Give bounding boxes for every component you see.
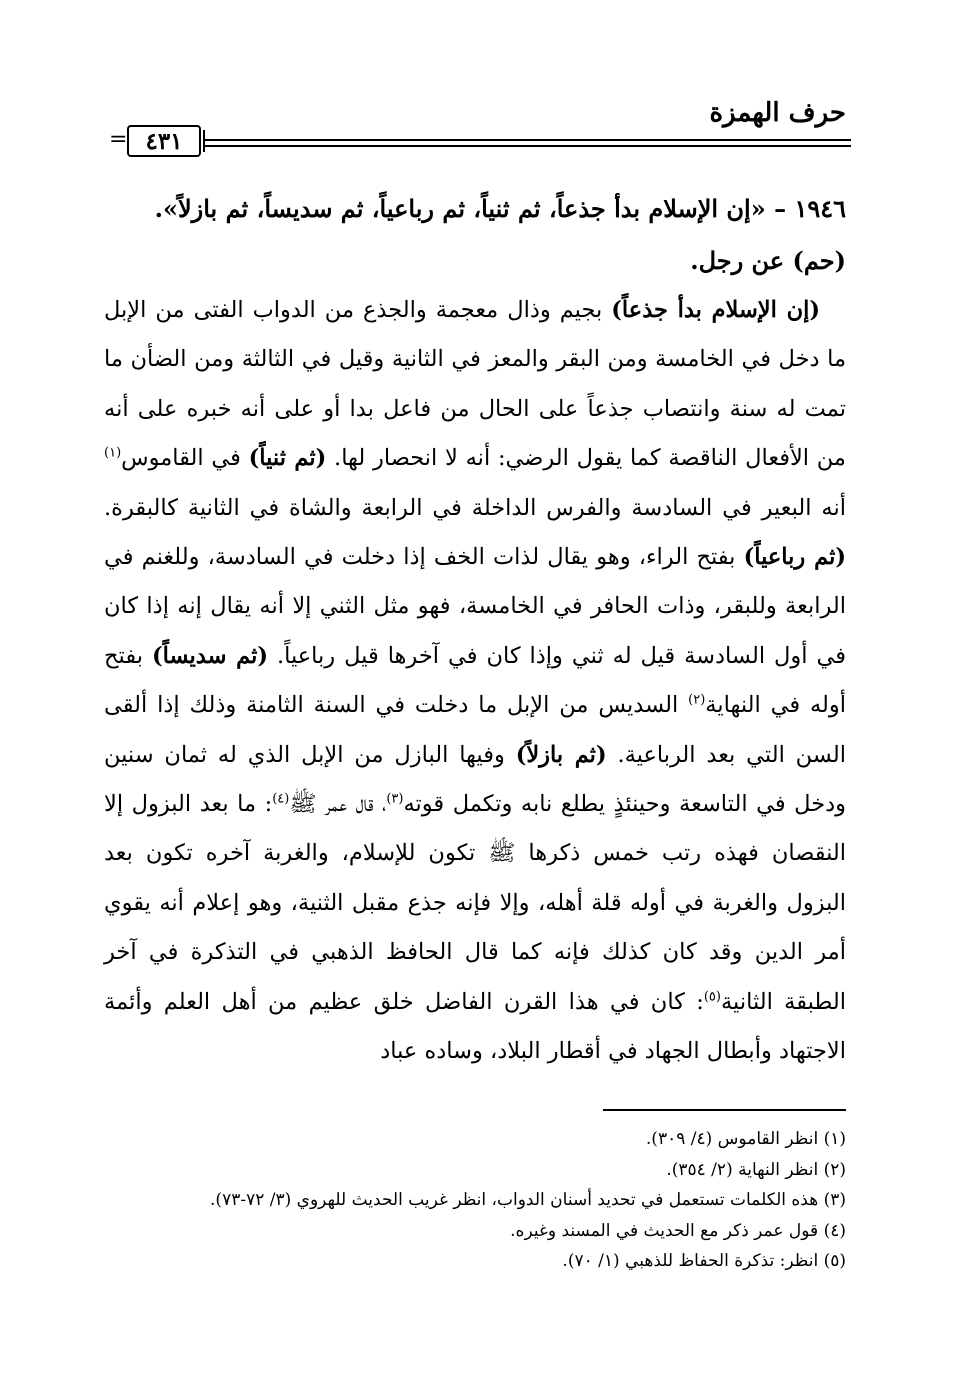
commentary-lemma: (إن الإسلام بدأ جذعاً) (611, 297, 820, 323)
commentary-text: : كان في هذا القرن الفاضل خلق عظيم من أهل العلم وأئمة الاجتهاد وأبطال الجهاد في أقطار البلاد، وساده عباد (104, 988, 846, 1065)
header-rule (109, 124, 851, 158)
footnote-item: (١) انظر القاموس (٤/ ٣٠٩). (645, 1129, 846, 1149)
commentary-text: : ما بعد البزول إلا النقصان فهذه رتب خمس ذكرها ﷺ تكون للإسلام، والغربة آخره تكون بعد البزول والغربة في أوله قلة أهله، وإلا فإنه جذع مقبل الثنية، وهو إعلام أنه يقوي أمر الدين وقد كان كذلك فإنه كما قال الحافظ الذهبي في التذكرة في آخر الطبقة الثانية (104, 791, 846, 1015)
footnotes (104, 1124, 846, 1277)
commentary-text: بجيم وذال معجمة والجذع من الدواب الفتى من الإبل ما دخل في الخامسة ومن البقر والمعز في الثانية وقيل في الثالثة ومن الضأن ما تمت له سنة وانتصاب جذعاً على الحال من فاعل بدا أو على أنه خبره على أنه من الأفعال الناقصة كما يقول الرضي: أنه لا انحصار لها. (104, 297, 846, 472)
hadith-text: «إن الإسلام بدأ جذعاً، ثم ثنياً، ثم رباعياً، ثم سديساً، ثم بازلاً». (154, 194, 766, 223)
commentary-text: بفتح أوله في النهاية (104, 642, 846, 719)
footnote-item: (٤) قول عمر ذكر مع الحديث في المسند وغيره. (510, 1220, 846, 1241)
commentary-text: أنه البعير في السادسة والفرس الداخلة في الرابعة والشاة في الثانية كالبقرة. (104, 494, 846, 521)
page-number-box (127, 125, 201, 157)
footnote-item: (٣) هذه الكلمات تستعمل في تحديد أسنان الدواب، انظر غريب الحديث للهروي (٣/ ٧٢-٧٣). (210, 1190, 846, 1210)
hadith-line (104, 183, 846, 235)
page-number: ٤٣١ (145, 127, 183, 155)
footnote-separator (603, 1109, 846, 1111)
footnote-ref[interactable]: (١) (104, 445, 122, 461)
commentary-lemma: (ثم سديساً) (151, 642, 268, 669)
footnote-ref[interactable]: (٥) (703, 989, 721, 1005)
commentary-lemma: (ثم بازلاً) (515, 741, 607, 768)
commentary-text: السديس من الإبل ما دخلت في السنة الثامنة وذلك إذا ألقى السن التي بعد الرباعية. (104, 692, 846, 768)
footnote-ref[interactable]: (٣) (386, 791, 404, 807)
hadith-dash: – (765, 194, 795, 223)
continuation-mark: = (109, 127, 128, 152)
footnote-item: (٢) انظر النهاية (٢/ ٣٥٤). (666, 1159, 846, 1180)
commentary (104, 286, 846, 1077)
header-rule-line-top (205, 139, 851, 141)
footnote-item: (٥) انظر: تذكرة الحفاظ للذهبي (١/ ٧٠). (562, 1251, 846, 1271)
header-rule-line-bottom (205, 145, 851, 147)
running-head: حرف الهمزة (709, 98, 846, 128)
footnote-ref[interactable]: (٤) (272, 791, 290, 807)
commentary-lemma: (ثم ثنياً) (248, 445, 327, 472)
footnote-ref[interactable]: (٢) (688, 692, 706, 708)
commentary-text: بفتح الراء، وهو يقال لذات الخف إذا دخلت في السادسة، وللغنم في الرابعة وللبقر، وذات الحافر في الخامسة، فهو مثل الثني إلا أنه يقال إنه إذا كان في أول السادسة قيل له ثني وإذا كان في آخرها قيل رباعياً. (104, 544, 846, 669)
commentary-lemma: (ثم رباعياً) (743, 544, 846, 571)
hadith-source: (حم) عن رجل. (690, 246, 846, 275)
commentary-paragraph (104, 286, 846, 1077)
commentary-text: وفيها البازل من الإبل الذي له ثمان سنين ودخل في التاسعة وحينئذٍ يطلع نابه وتكمل قوته (104, 741, 846, 818)
commentary-text: في القاموس (121, 445, 249, 472)
hadith-number: ١٩٤٦ (794, 194, 846, 223)
commentary-text: ، قال عمر ﷺ (289, 791, 387, 818)
